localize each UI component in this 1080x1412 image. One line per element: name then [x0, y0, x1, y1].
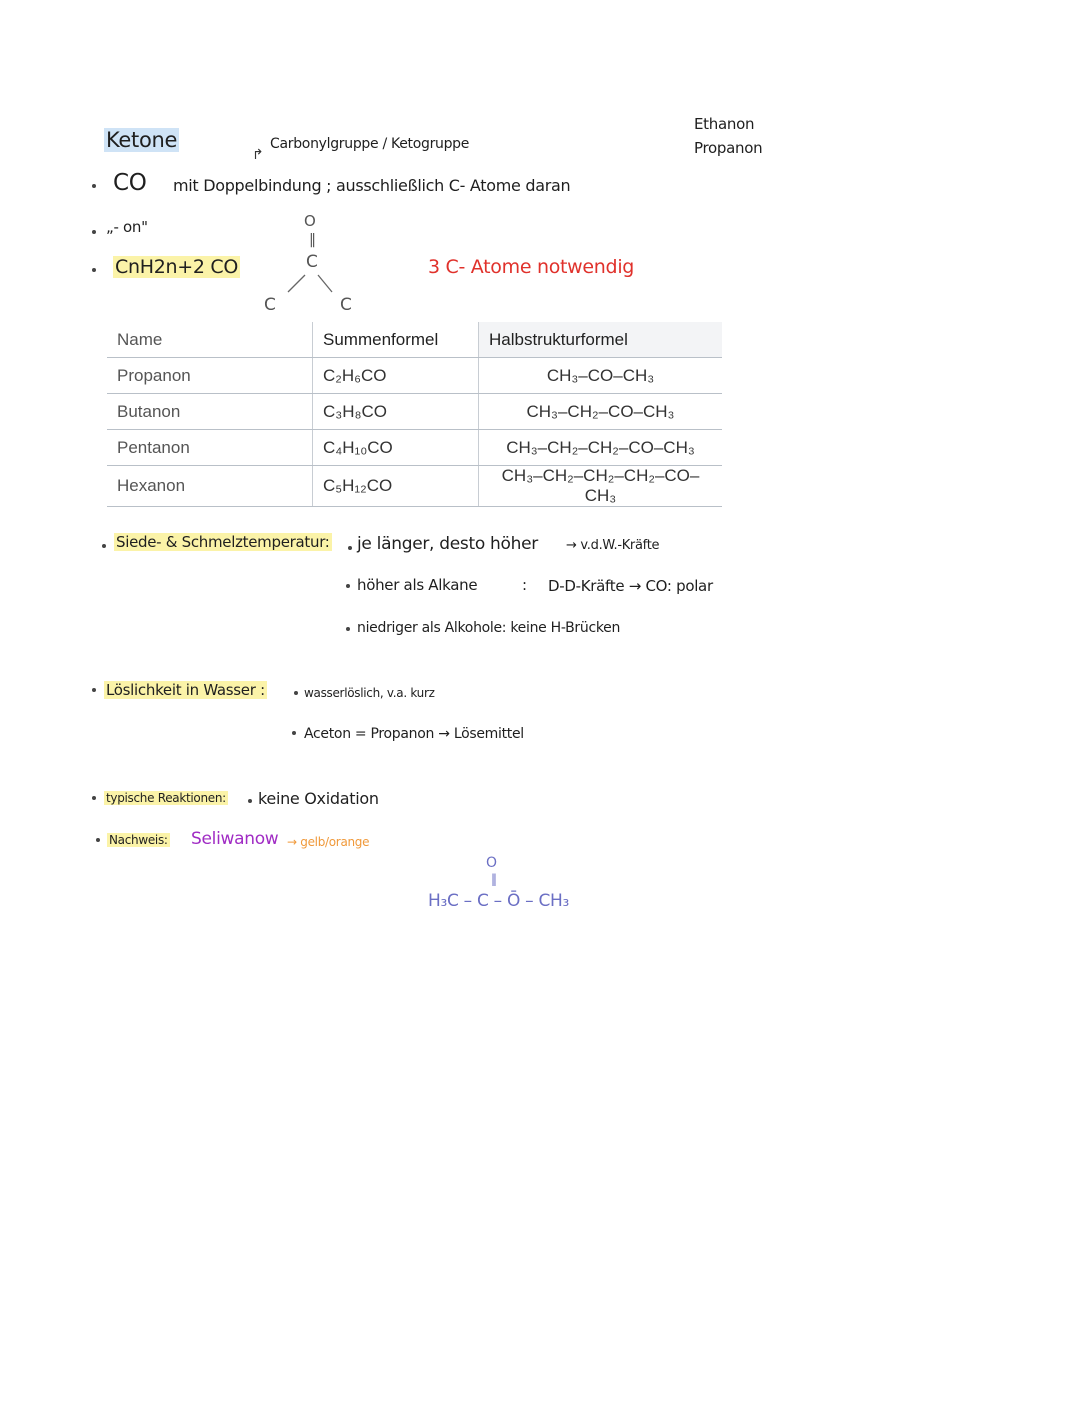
detection-result: → gelb/orange — [287, 835, 370, 849]
bullet — [348, 546, 352, 550]
row-half: CH₃–CH₂–CH₂–CH₂–CO–CH₃ — [479, 466, 723, 507]
bullet — [292, 731, 296, 735]
boiling-line1-note: → v.d.W.-Kräfte — [566, 538, 660, 553]
bullet — [346, 627, 350, 631]
bullet — [248, 799, 252, 803]
header-half: Halbstrukturformel — [479, 322, 723, 358]
row-sum: C₃H₈CO — [313, 394, 479, 430]
carbonyl-note: Carbonylgruppe / Ketogruppe — [270, 136, 470, 152]
central-carbon: C — [306, 252, 318, 272]
row-half: CH₃–CH₂–CH₂–CO–CH₃ — [479, 430, 723, 466]
co-symbol: CO — [113, 170, 147, 196]
detection-label: Nachweis: — [109, 833, 168, 847]
solubility-line2: Aceton = Propanon → Lösemittel — [304, 726, 524, 742]
table-row — [107, 358, 722, 394]
row-half: CH₃–CH₂–CO–CH₃ — [479, 394, 723, 430]
boiling-line2-colon: : — [522, 576, 527, 594]
bullet — [92, 230, 96, 234]
corner-names: Ethanon Propanon — [694, 115, 763, 157]
row-name: Hexanon — [107, 466, 313, 507]
page-title: Ketone — [106, 128, 178, 152]
arrow-up-icon: ↱ — [252, 147, 264, 163]
ketone-table — [107, 322, 722, 507]
ester-formula: H₃C – C – Ō – CH₃ — [428, 891, 570, 911]
reactions-label: typische Reaktionen: — [106, 791, 226, 805]
table-row — [107, 430, 722, 466]
oxygen-atom: O — [304, 212, 316, 230]
detection-method: Seliwanow — [191, 829, 279, 849]
header-name: Name — [107, 322, 313, 358]
co-description: mit Doppelbindung ; ausschließlich C- Atome daran — [173, 176, 571, 195]
boiling-label: Siede- & Schmelztemperatur: — [116, 533, 330, 551]
bullet — [294, 691, 298, 695]
bullet — [92, 268, 96, 272]
row-name: Propanon — [107, 358, 313, 394]
table-row — [107, 466, 722, 507]
bullet — [92, 688, 96, 692]
bullet — [96, 838, 100, 842]
bullet — [92, 796, 96, 800]
three-carbon-note: 3 C- Atome notwendig — [428, 256, 635, 278]
table-header-row — [107, 322, 722, 358]
bullet — [346, 584, 350, 588]
bullet — [102, 544, 106, 548]
ester-double-bond: ‖ — [491, 872, 497, 886]
solubility-label: Löslichkeit in Wasser : — [106, 681, 265, 699]
row-sum: C₂H₆CO — [313, 358, 479, 394]
solubility-line1: wasserlöslich, v.a. kurz — [304, 686, 435, 700]
boiling-line2-note: D-D-Kräfte → CO: polar — [548, 577, 713, 595]
boiling-line2: höher als Alkane — [357, 576, 478, 594]
boiling-line3: niedriger als Alkohole: keine H-Brücken — [357, 620, 621, 636]
header-sum: Summenformel — [313, 322, 479, 358]
double-bond: ‖ — [309, 232, 316, 248]
ester-oxygen: O — [486, 855, 497, 871]
bullet — [92, 184, 96, 188]
general-formula: CnH2n+2 CO — [115, 256, 238, 278]
row-sum: C₄H₁₀CO — [313, 430, 479, 466]
left-carbon: C — [264, 295, 276, 315]
table-row — [107, 394, 722, 430]
row-sum: C₅H₁₂CO — [313, 466, 479, 507]
right-carbon: C — [340, 295, 352, 315]
suffix-on: „- on" — [106, 218, 148, 236]
reactions-value: keine Oxidation — [258, 789, 379, 808]
row-name: Pentanon — [107, 430, 313, 466]
row-name: Butanon — [107, 394, 313, 430]
boiling-line1: je länger, desto höher — [357, 534, 538, 554]
structure-bonds — [260, 270, 370, 320]
row-half: CH₃–CO–CH₃ — [479, 358, 723, 394]
